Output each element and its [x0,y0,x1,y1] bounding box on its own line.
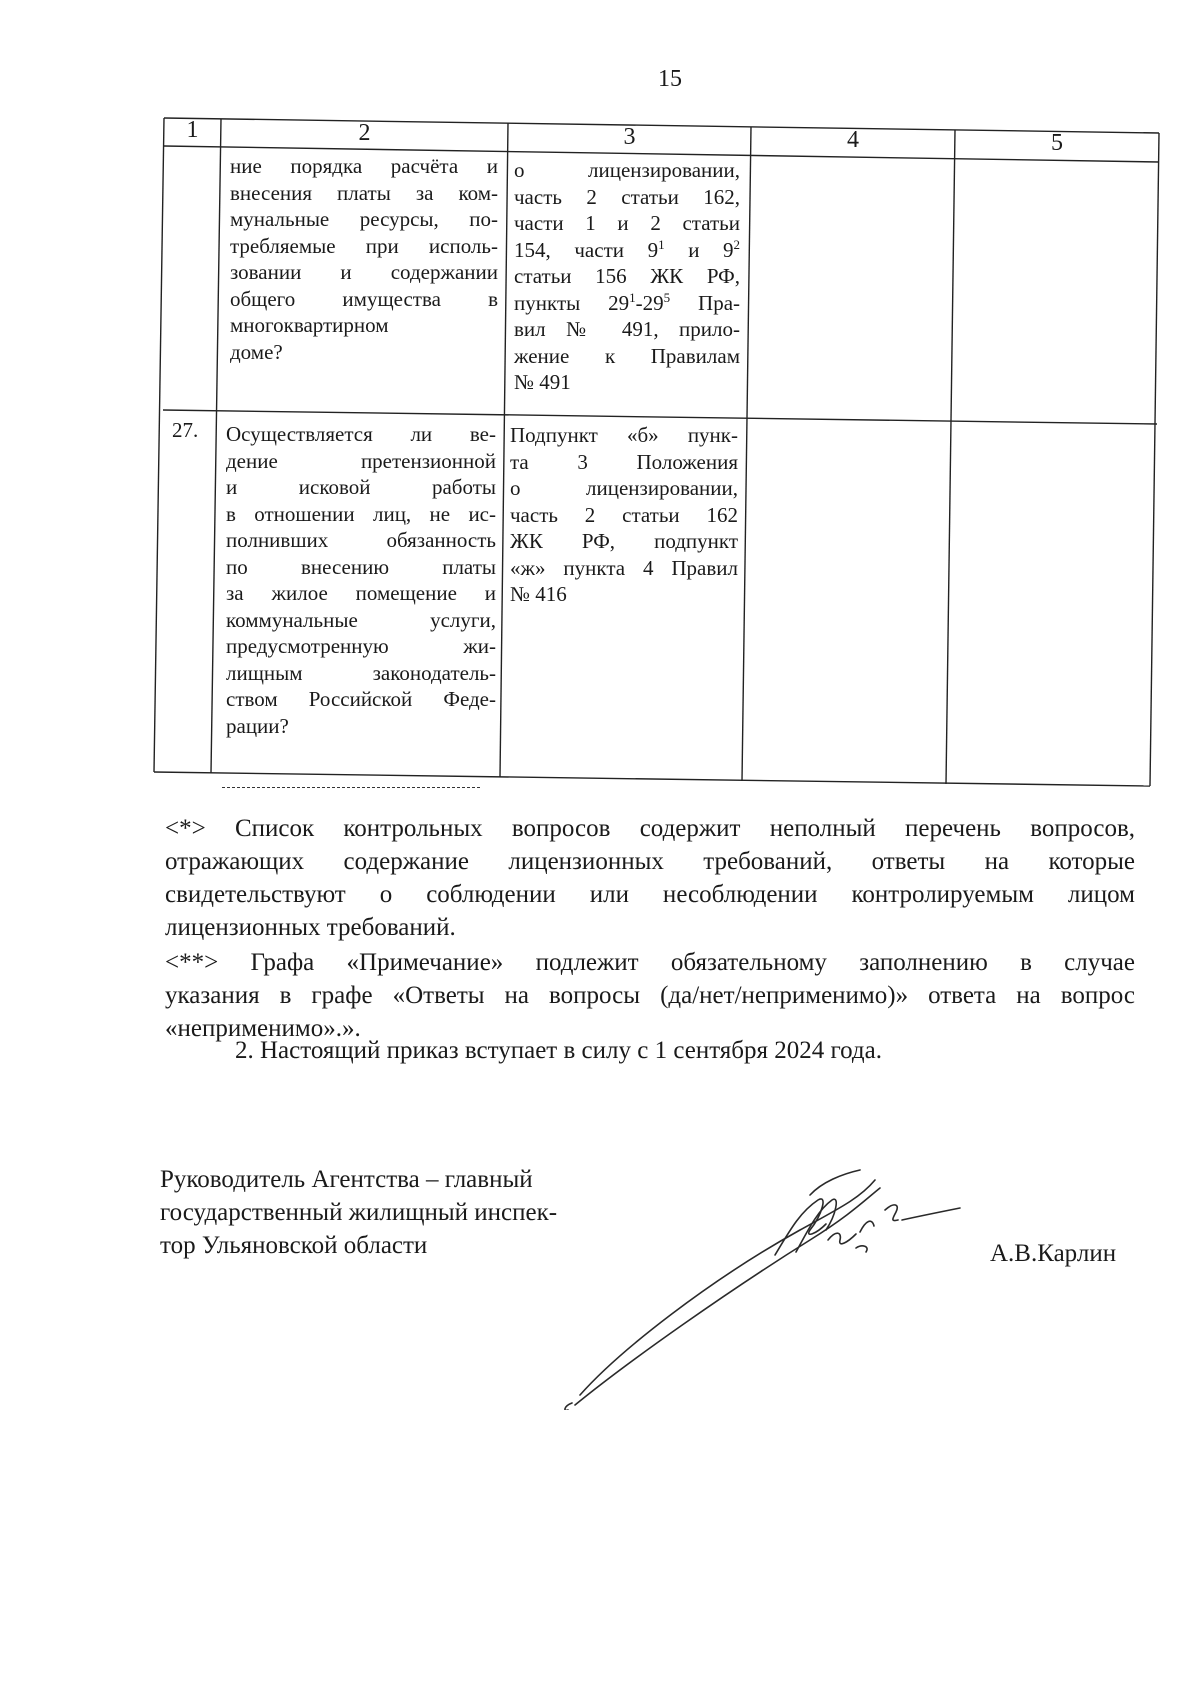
requirement-line: Подпункт «б» пунк- [510,423,738,447]
header-col-2: 2 [358,120,371,146]
header-col-1: 1 [186,117,199,143]
header-col-5: 5 [1051,130,1063,156]
question-line: многоквартирном [230,313,389,337]
signatory-title-line: тор Ульяновской области [160,1232,428,1259]
question-line: ние порядка расчёта и [230,154,498,178]
requirement-line: «ж» пункта 4 Правил [510,555,738,580]
requirement-line: № 416 [510,582,567,606]
table-row-27-requirement [510,422,738,608]
decree-effective-date: 2. Настоящий приказ вступает в силу с 1 сентября 2024 года. [235,1037,882,1064]
footnote-2 [165,946,1135,1045]
signatory-title-line: Руководитель Агентства – главный [160,1166,533,1193]
requirement-line: № 491 [514,370,571,394]
table-row-continuation-requirement [514,157,740,396]
question-line: дение претензионной [226,448,496,473]
footnote-line: «неприменимо».». [165,1015,361,1042]
page-number: 15 [658,66,682,92]
question-line: общего имущества в [230,286,498,311]
header-col-3: 3 [623,124,636,150]
requirement-line: жение к Правилам [514,343,740,368]
signatory-name: А.В.Карлин [990,1240,1117,1267]
signatory-title-line: государственный жилищный инспек- [160,1199,558,1226]
row-number: 27. [172,418,199,442]
question-line: внесения платы за ком- [230,180,498,205]
requirement-line: статьи 156 ЖК РФ, [514,264,740,288]
question-line: рации? [226,713,289,738]
requirement-line: вил № 491, прило- [514,317,740,341]
requirement-line: о лицензировании, [510,476,738,500]
signatory-title [160,1163,557,1262]
table-row-27-question [226,421,496,739]
question-line: предусмотренную жи- [226,634,496,658]
question-line: по внесению платы [226,554,496,579]
handwritten-signature [560,1160,1020,1415]
footnote-line: лицензионных требований. [165,914,456,941]
footnote-line: свидетельствуют о соблюдении или несоблюдении контролируемым лицом [165,881,1135,908]
requirement-line: пункты $29^1-29^5$ Пра- [514,289,741,315]
footnote-line: <*> Список контрольных вопросов содержит неполный перечень вопросов, [165,815,1135,842]
footnote-1 [165,812,1135,944]
table-row-continuation-question [230,153,498,365]
question-line: полнивших обязанность [226,528,496,552]
question-line: лищным законодатель- [226,660,496,685]
requirement-line: ЖК РФ, подпункт [510,529,738,553]
footnote-separator [222,787,480,788]
checklist-table [0,0,1200,800]
requirement-line: 154, части $9^1$ и $9^2$ [514,236,741,262]
question-line: доме? [230,339,283,364]
question-line: требляемые при исполь- [230,233,498,258]
footnote-line: указания в графе «Ответы на вопросы (да/нет/неприменимо)» ответа на вопрос [165,982,1135,1009]
question-line: за жилое помещение и [226,581,496,605]
requirement-line: о лицензировании, [514,158,740,182]
question-line: и исковой работы [226,475,496,499]
footnote-line: <**> Графа «Примечание» подлежит обязательному заполнению в случае [165,949,1135,976]
requirement-line: часть 2 статьи 162, [514,184,740,209]
question-line: Осуществляется ли ве- [226,422,496,446]
question-line: коммунальные услуги, [226,607,496,632]
footnote-line: отражающих содержание лицензионных требований, ответы на которые [165,848,1135,875]
requirement-line: та 3 Положения [510,449,738,474]
question-line: зовании и содержании [230,260,498,284]
header-col-4: 4 [847,127,859,153]
requirement-line: части 1 и 2 статьи [514,211,740,235]
requirement-line: часть 2 статьи 162 [510,502,738,527]
question-line: в отношении лиц, не ис- [226,501,496,526]
question-line: ством Российской Феде- [226,687,496,711]
question-line: мунальные ресурсы, по- [230,207,498,231]
